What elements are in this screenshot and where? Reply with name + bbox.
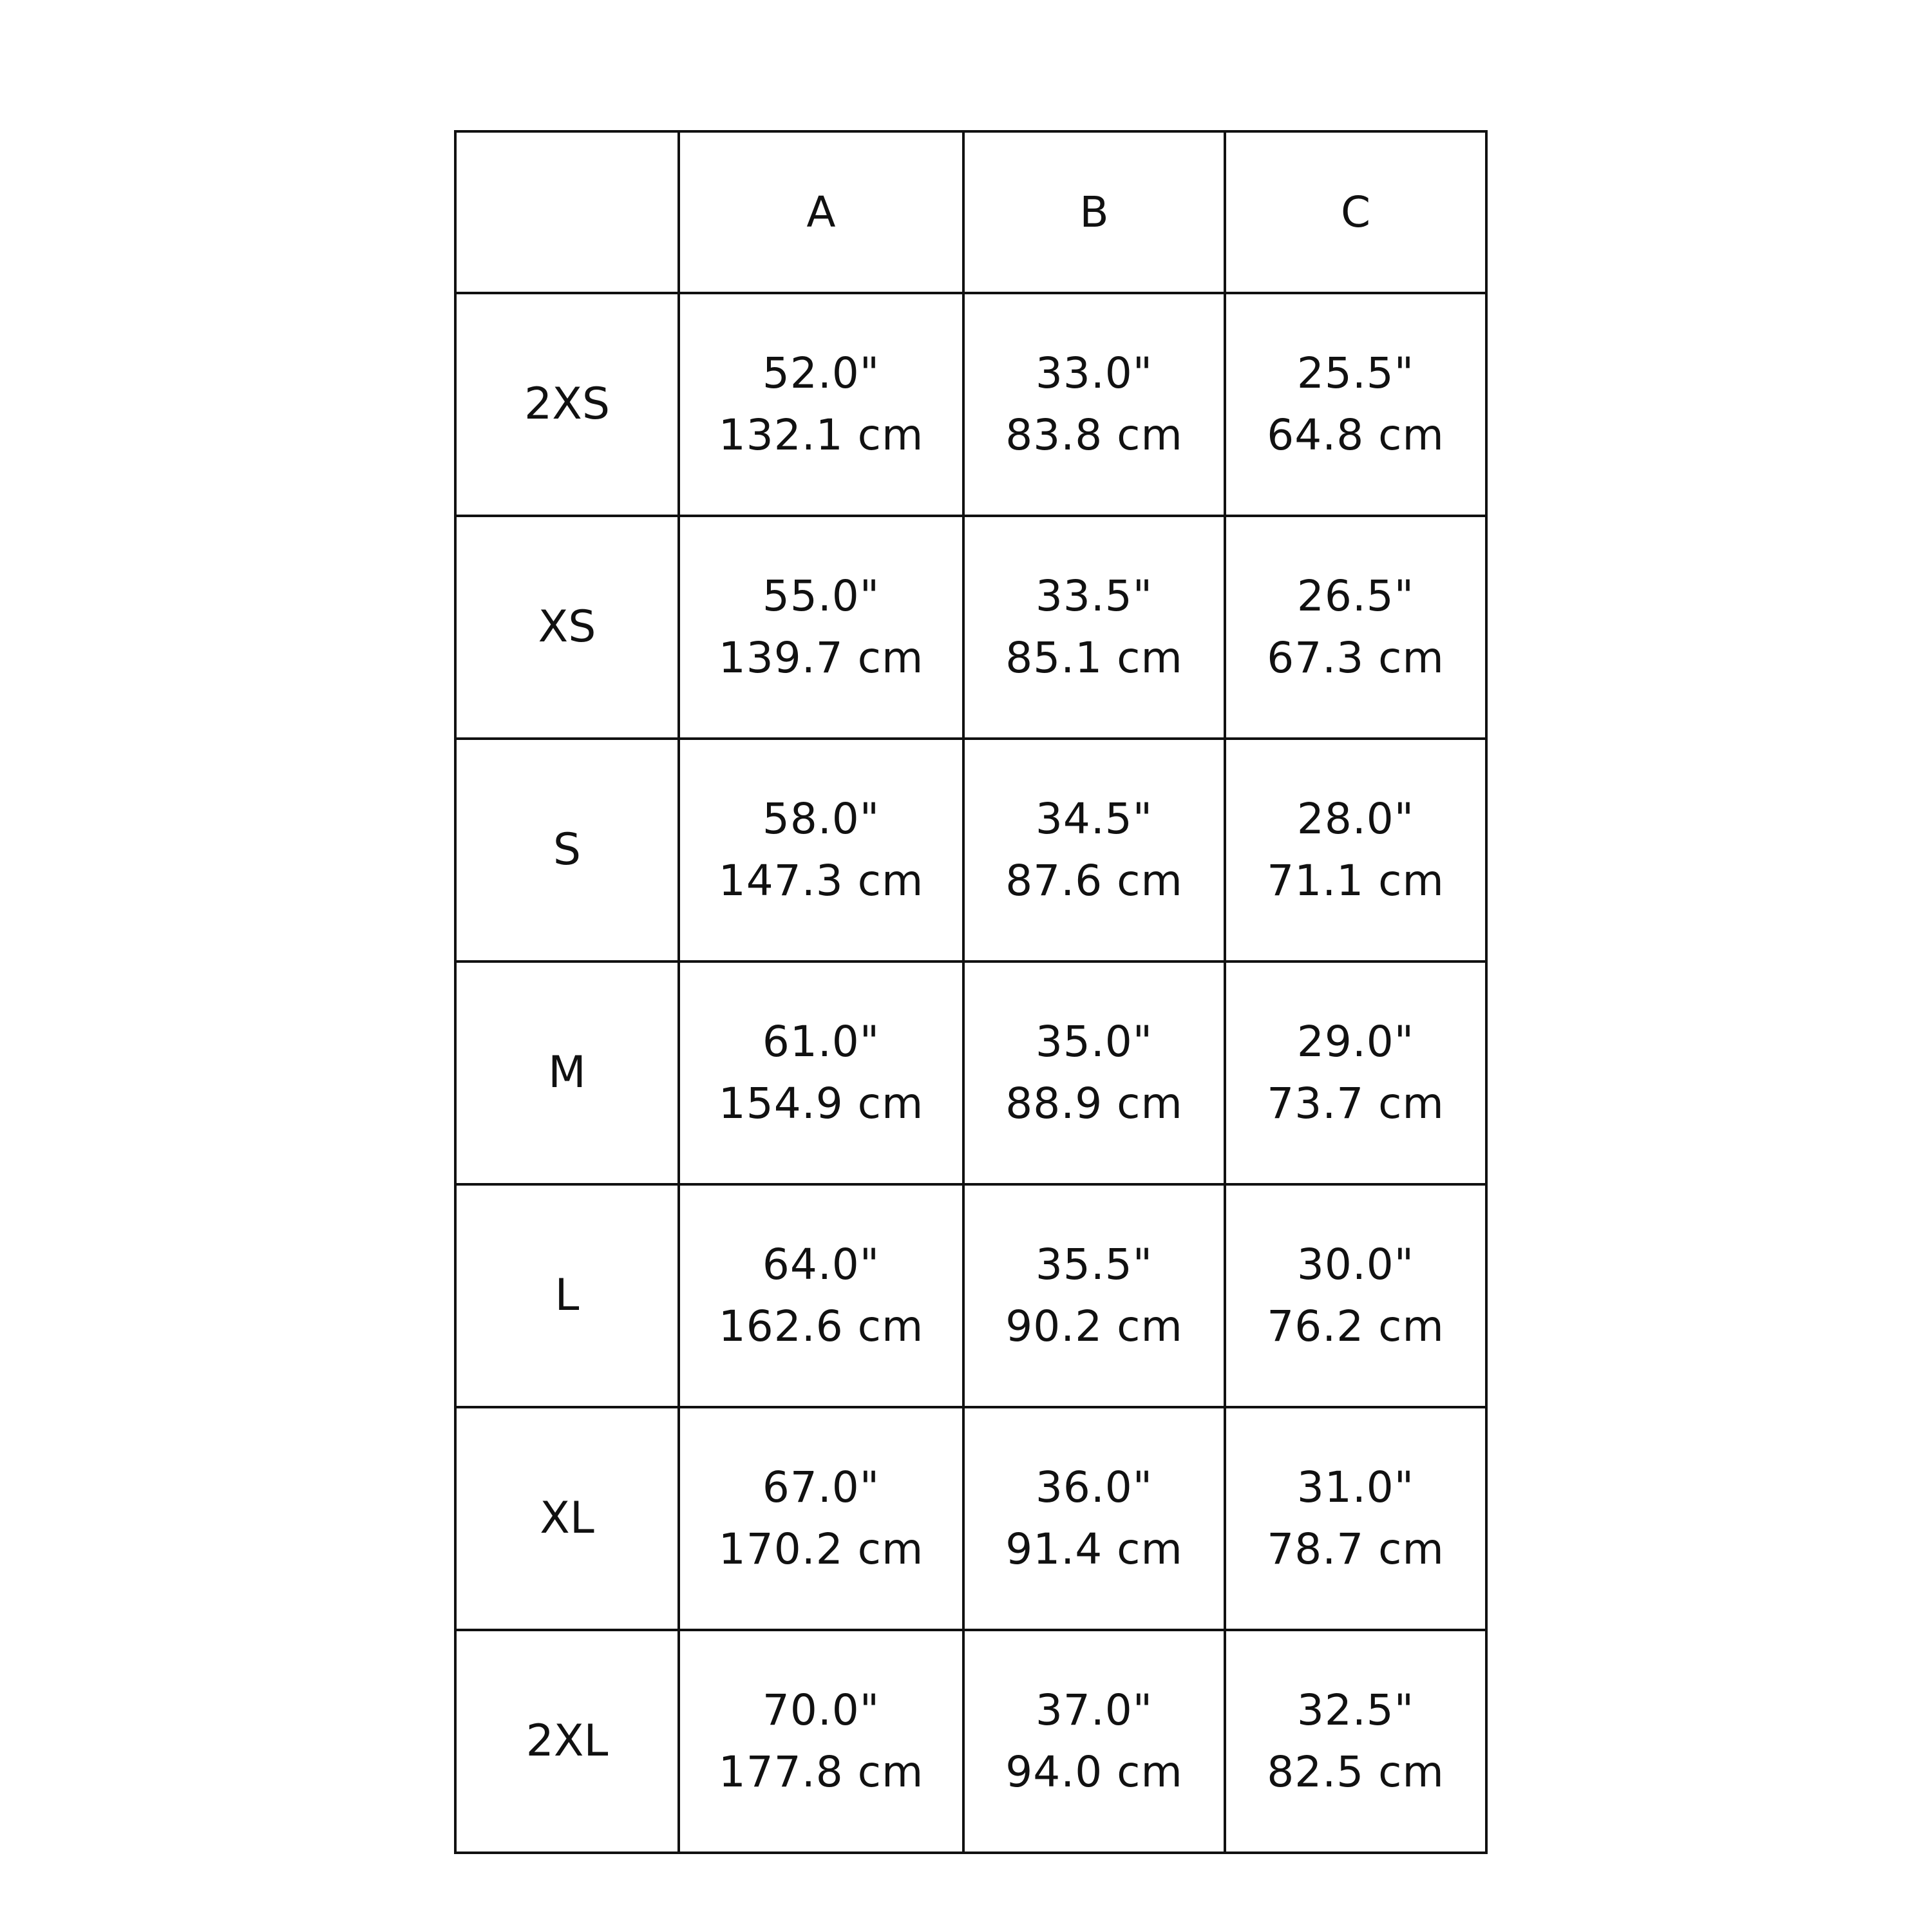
size-label: S <box>455 739 679 961</box>
inches-value: 55.0" <box>762 571 880 621</box>
size-label: M <box>455 961 679 1184</box>
cm-value: 170.2 cm <box>718 1524 924 1574</box>
header-row <box>455 131 1486 293</box>
measurement-cell <box>679 1630 963 1853</box>
measurement-cell <box>679 739 963 961</box>
cm-value: 76.2 cm <box>1267 1302 1444 1351</box>
size-label: XS <box>455 516 679 739</box>
column-header-b: B <box>963 131 1225 293</box>
column-header-c: C <box>1225 131 1486 293</box>
measurement-cell <box>679 293 963 516</box>
inches-value: 64.0" <box>762 1240 880 1289</box>
inches-value: 31.0" <box>1296 1463 1415 1512</box>
measurement-cell <box>1225 1184 1486 1407</box>
measurement-cell <box>1225 961 1486 1184</box>
inches-value: 37.0" <box>1035 1685 1153 1735</box>
cm-value: 177.8 cm <box>718 1747 924 1797</box>
inches-value: 52.0" <box>762 348 880 398</box>
inches-value: 34.5" <box>1035 794 1153 844</box>
cm-value: 64.8 cm <box>1267 410 1444 460</box>
measurement-cell <box>1225 1630 1486 1853</box>
table-row <box>455 1630 1486 1853</box>
measurement-cell <box>963 293 1225 516</box>
cm-value: 154.9 cm <box>718 1079 924 1128</box>
size-label: 2XS <box>455 293 679 516</box>
measurement-cell <box>1225 516 1486 739</box>
measurement-cell <box>679 1184 963 1407</box>
measurement-cell <box>1225 1407 1486 1630</box>
table-row <box>455 961 1486 1184</box>
measurement-cell <box>963 739 1225 961</box>
measurement-cell <box>963 1184 1225 1407</box>
cm-value: 67.3 cm <box>1267 633 1444 683</box>
cm-value: 71.1 cm <box>1267 856 1444 905</box>
inches-value: 67.0" <box>762 1463 880 1512</box>
inches-value: 33.0" <box>1035 348 1153 398</box>
cm-value: 83.8 cm <box>1005 410 1183 460</box>
inches-value: 35.0" <box>1035 1017 1153 1066</box>
inches-value: 29.0" <box>1296 1017 1415 1066</box>
table-row <box>455 1407 1486 1630</box>
inches-value: 58.0" <box>762 794 880 844</box>
cm-value: 90.2 cm <box>1005 1302 1183 1351</box>
cm-value: 91.4 cm <box>1005 1524 1183 1574</box>
measurement-cell <box>679 961 963 1184</box>
cm-value: 73.7 cm <box>1267 1079 1444 1128</box>
measurement-cell <box>963 1630 1225 1853</box>
column-header-a: A <box>679 131 963 293</box>
cm-value: 147.3 cm <box>718 856 924 905</box>
measurement-cell <box>963 516 1225 739</box>
table-row <box>455 516 1486 739</box>
measurement-cell <box>963 1407 1225 1630</box>
measurement-cell <box>963 961 1225 1184</box>
measurement-cell <box>1225 739 1486 961</box>
table-row <box>455 293 1486 516</box>
inches-value: 26.5" <box>1296 571 1415 621</box>
cm-value: 82.5 cm <box>1267 1747 1444 1797</box>
measurement-cell <box>679 1407 963 1630</box>
cm-value: 94.0 cm <box>1005 1747 1183 1797</box>
cm-value: 132.1 cm <box>718 410 924 460</box>
inches-value: 36.0" <box>1035 1463 1153 1512</box>
cm-value: 85.1 cm <box>1005 633 1183 683</box>
cm-value: 78.7 cm <box>1267 1524 1444 1574</box>
inches-value: 30.0" <box>1296 1240 1415 1289</box>
inches-value: 35.5" <box>1035 1240 1153 1289</box>
measurement-cell <box>679 516 963 739</box>
corner-cell <box>455 131 679 293</box>
inches-value: 61.0" <box>762 1017 880 1066</box>
measurement-cell <box>1225 293 1486 516</box>
table-row <box>455 1184 1486 1407</box>
inches-value: 28.0" <box>1296 794 1415 844</box>
size-label: 2XL <box>455 1630 679 1853</box>
cm-value: 88.9 cm <box>1005 1079 1183 1128</box>
table-row <box>455 739 1486 961</box>
inches-value: 33.5" <box>1035 571 1153 621</box>
size-label: XL <box>455 1407 679 1630</box>
size-label: L <box>455 1184 679 1407</box>
inches-value: 32.5" <box>1296 1685 1415 1735</box>
inches-value: 70.0" <box>762 1685 880 1735</box>
inches-value: 25.5" <box>1296 348 1415 398</box>
cm-value: 139.7 cm <box>718 633 924 683</box>
cm-value: 87.6 cm <box>1005 856 1183 905</box>
size-chart-table <box>454 130 1488 1854</box>
cm-value: 162.6 cm <box>718 1302 924 1351</box>
